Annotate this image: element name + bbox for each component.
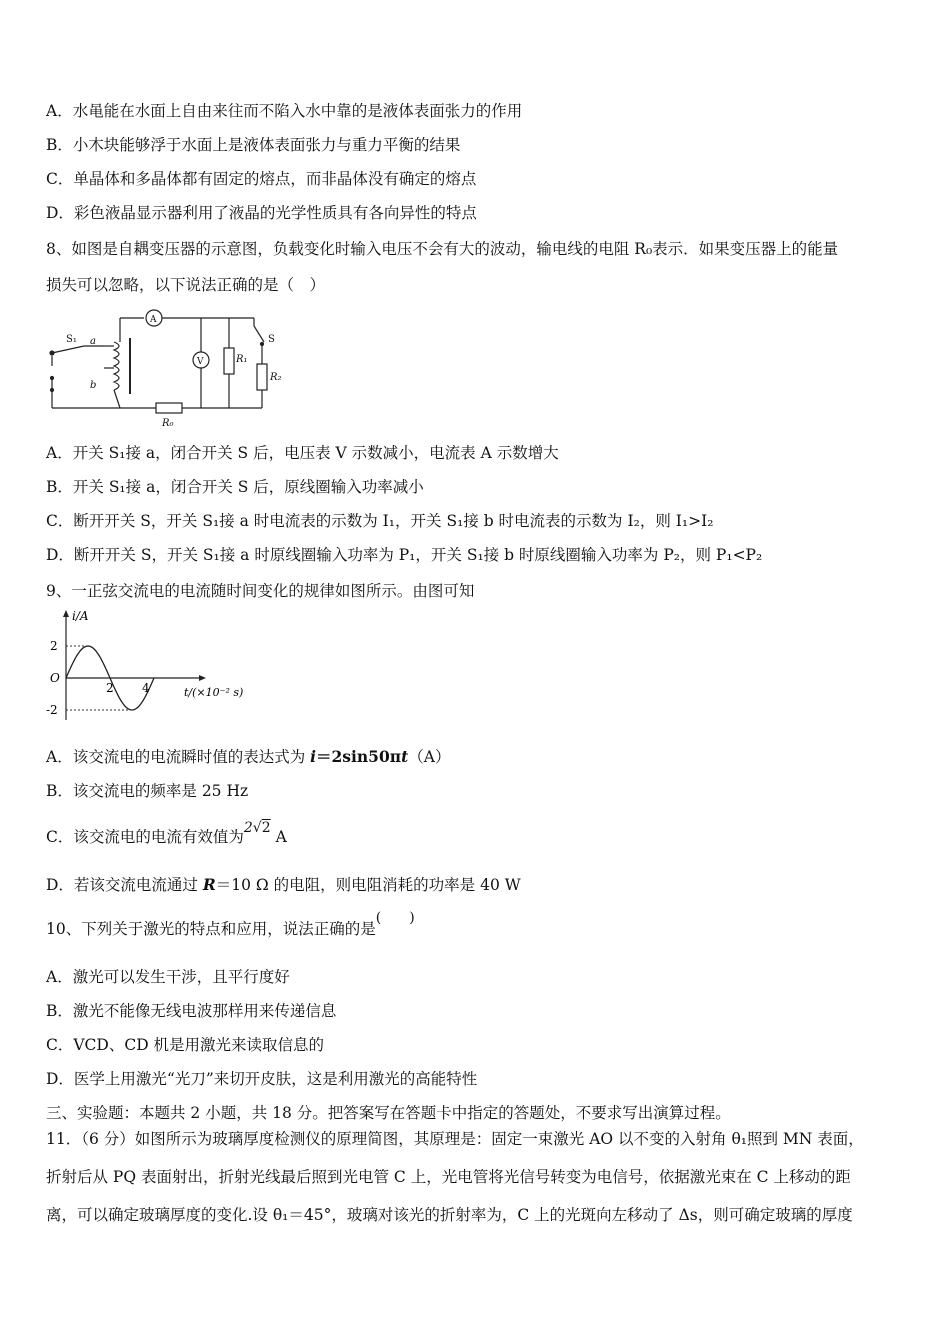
q9-option-a-t: t [401, 747, 409, 766]
q7-option-a: A．水黾能在水面上自由来往而不陷入水中靠的是液体表面张力的作用 [46, 102, 523, 120]
q8-option-c: C．断开开关 S，开关 S₁接 a 时电流表的示数为 I₁，开关 S₁接 b 时电流表的示数为 I₂，则 I₁>I₂ [46, 512, 714, 530]
q7-option-d: D．彩色液晶显示器利用了液晶的光学性质具有各向异性的特点 [46, 204, 477, 222]
q9-option-d-pre: D．若该交流电流通过 [46, 876, 203, 894]
y-tick-neg2: -2 [46, 703, 58, 717]
q10-answer-paren: ( ) [375, 910, 415, 926]
tap-b-label: b [90, 380, 97, 391]
autotransformer-circuit-diagram [44, 308, 284, 430]
q9-stem: 9、一正弦交流电的电流随时间变化的规律如图所示。由图可知 [46, 582, 475, 600]
q7-option-b: B．小木块能够浮于水面上是液体表面张力与重力平衡的结果 [46, 136, 461, 154]
q9-option-a-post: （A） [408, 748, 451, 766]
q10-option-a: A．激光可以发生干涉，且平行度好 [46, 968, 290, 986]
q9-option-a-pre: A．该交流电的电流瞬时值的表达式为 [46, 748, 311, 766]
q9-option-c-pre: C．该交流电的电流有效值为 [46, 828, 244, 846]
q9-option-d [46, 874, 521, 896]
q9-option-a-var: i [310, 747, 317, 766]
q11-line1: 11．（6 分）如图所示为玻璃厚度检测仪的原理简图，其原理是：固定一束激光 AO 以不变的入射角 θ₁照到 MN 表面， [46, 1130, 864, 1148]
y-axis-arrow [63, 610, 69, 617]
r1-label: R₁ [236, 354, 248, 365]
sqrt-symbol: √2 [252, 820, 271, 836]
q9-option-c-post: A [270, 828, 287, 846]
x-axis-arrow [199, 675, 206, 681]
ammeter-label: A [150, 315, 157, 325]
q8-option-d: D．断开开关 S，开关 S₁接 a 时原线圈输入功率为 P₁，开关 S₁接 b 时原线圈输入功率为 P₂，则 P₁<P₂ [46, 546, 763, 564]
y-axis-label: i/A [72, 609, 89, 623]
q9-option-c [46, 820, 287, 849]
tap-a-label: a [90, 336, 96, 347]
q9-option-a-mid: ＝2sin50π [316, 747, 402, 766]
q9-option-b: B．该交流电的频率是 25 Hz [46, 782, 249, 800]
q10-stem [46, 910, 415, 941]
y-tick-2: 2 [50, 639, 58, 653]
q11-line2: 折射后从 PQ 表面射出，折射光线最后照到光电管 C 上，光电管将光信号转变为电信号，依据激光束在 C 上移动的距 [46, 1168, 851, 1186]
x-tick-4: 4 [142, 681, 150, 695]
q9-option-c-radicand: 2 [261, 820, 271, 836]
section3-heading: 三、实验题：本题共 2 小题，共 18 分。把答案写在答题卡中指定的答题处，不要求写出演算过程。 [46, 1104, 731, 1122]
x-axis-label: t/(×10⁻² s) [184, 686, 244, 699]
q8-option-b: B．开关 S₁接 a，闭合开关 S 后，原线圈输入功率减小 [46, 478, 424, 496]
s1-label: S₁ [66, 334, 77, 345]
q9-option-a [46, 746, 450, 768]
q10-option-b: B．激光不能像无线电波那样用来传递信息 [46, 1002, 337, 1020]
q8-option-a: A．开关 S₁接 a，闭合开关 S 后，电压表 V 示数减小，电流表 A 示数增大 [46, 444, 559, 462]
q9-option-c-coef: 2 [243, 820, 253, 836]
q7-option-c: C．单晶体和多晶体都有固定的熔点，而非晶体没有确定的熔点 [46, 170, 477, 188]
q9-option-d-var: R [202, 875, 216, 894]
r0-label: R₀ [162, 418, 174, 429]
current-time-chart [44, 608, 264, 726]
x-tick-2: 2 [106, 681, 114, 695]
q10-option-c: C．VCD、CD 机是用激光来读取信息的 [46, 1036, 325, 1054]
q9-option-d-post: ＝10 Ω 的电阻，则电阻消耗的功率是 40 W [215, 876, 521, 894]
origin-label: O [50, 671, 60, 685]
q10-option-d: D．医学上用激光“光刀”来切开皮肤，这是利用激光的高能特性 [46, 1070, 478, 1088]
q10-stem-text: 10、下列关于激光的特点和应用，说法正确的是 [46, 920, 376, 938]
q8-stem-line2: 损失可以忽略，以下说法正确的是（ ） [46, 276, 326, 294]
s-label: S [268, 334, 275, 345]
r2-label: R₂ [270, 372, 282, 383]
voltmeter-label: V [197, 357, 204, 367]
q11-line3: 离，可以确定玻璃厚度的变化.设 θ₁＝45°，玻璃对该光的折射率为，C 上的光斑向左移动了 Δs，则可确定玻璃的厚度 [46, 1206, 853, 1224]
q8-stem-line1: 8、如图是自耦变压器的示意图，负载变化时输入电压不会有大的波动，输电线的电阻 R₀表示．如果变压器上的能量 [46, 240, 839, 258]
